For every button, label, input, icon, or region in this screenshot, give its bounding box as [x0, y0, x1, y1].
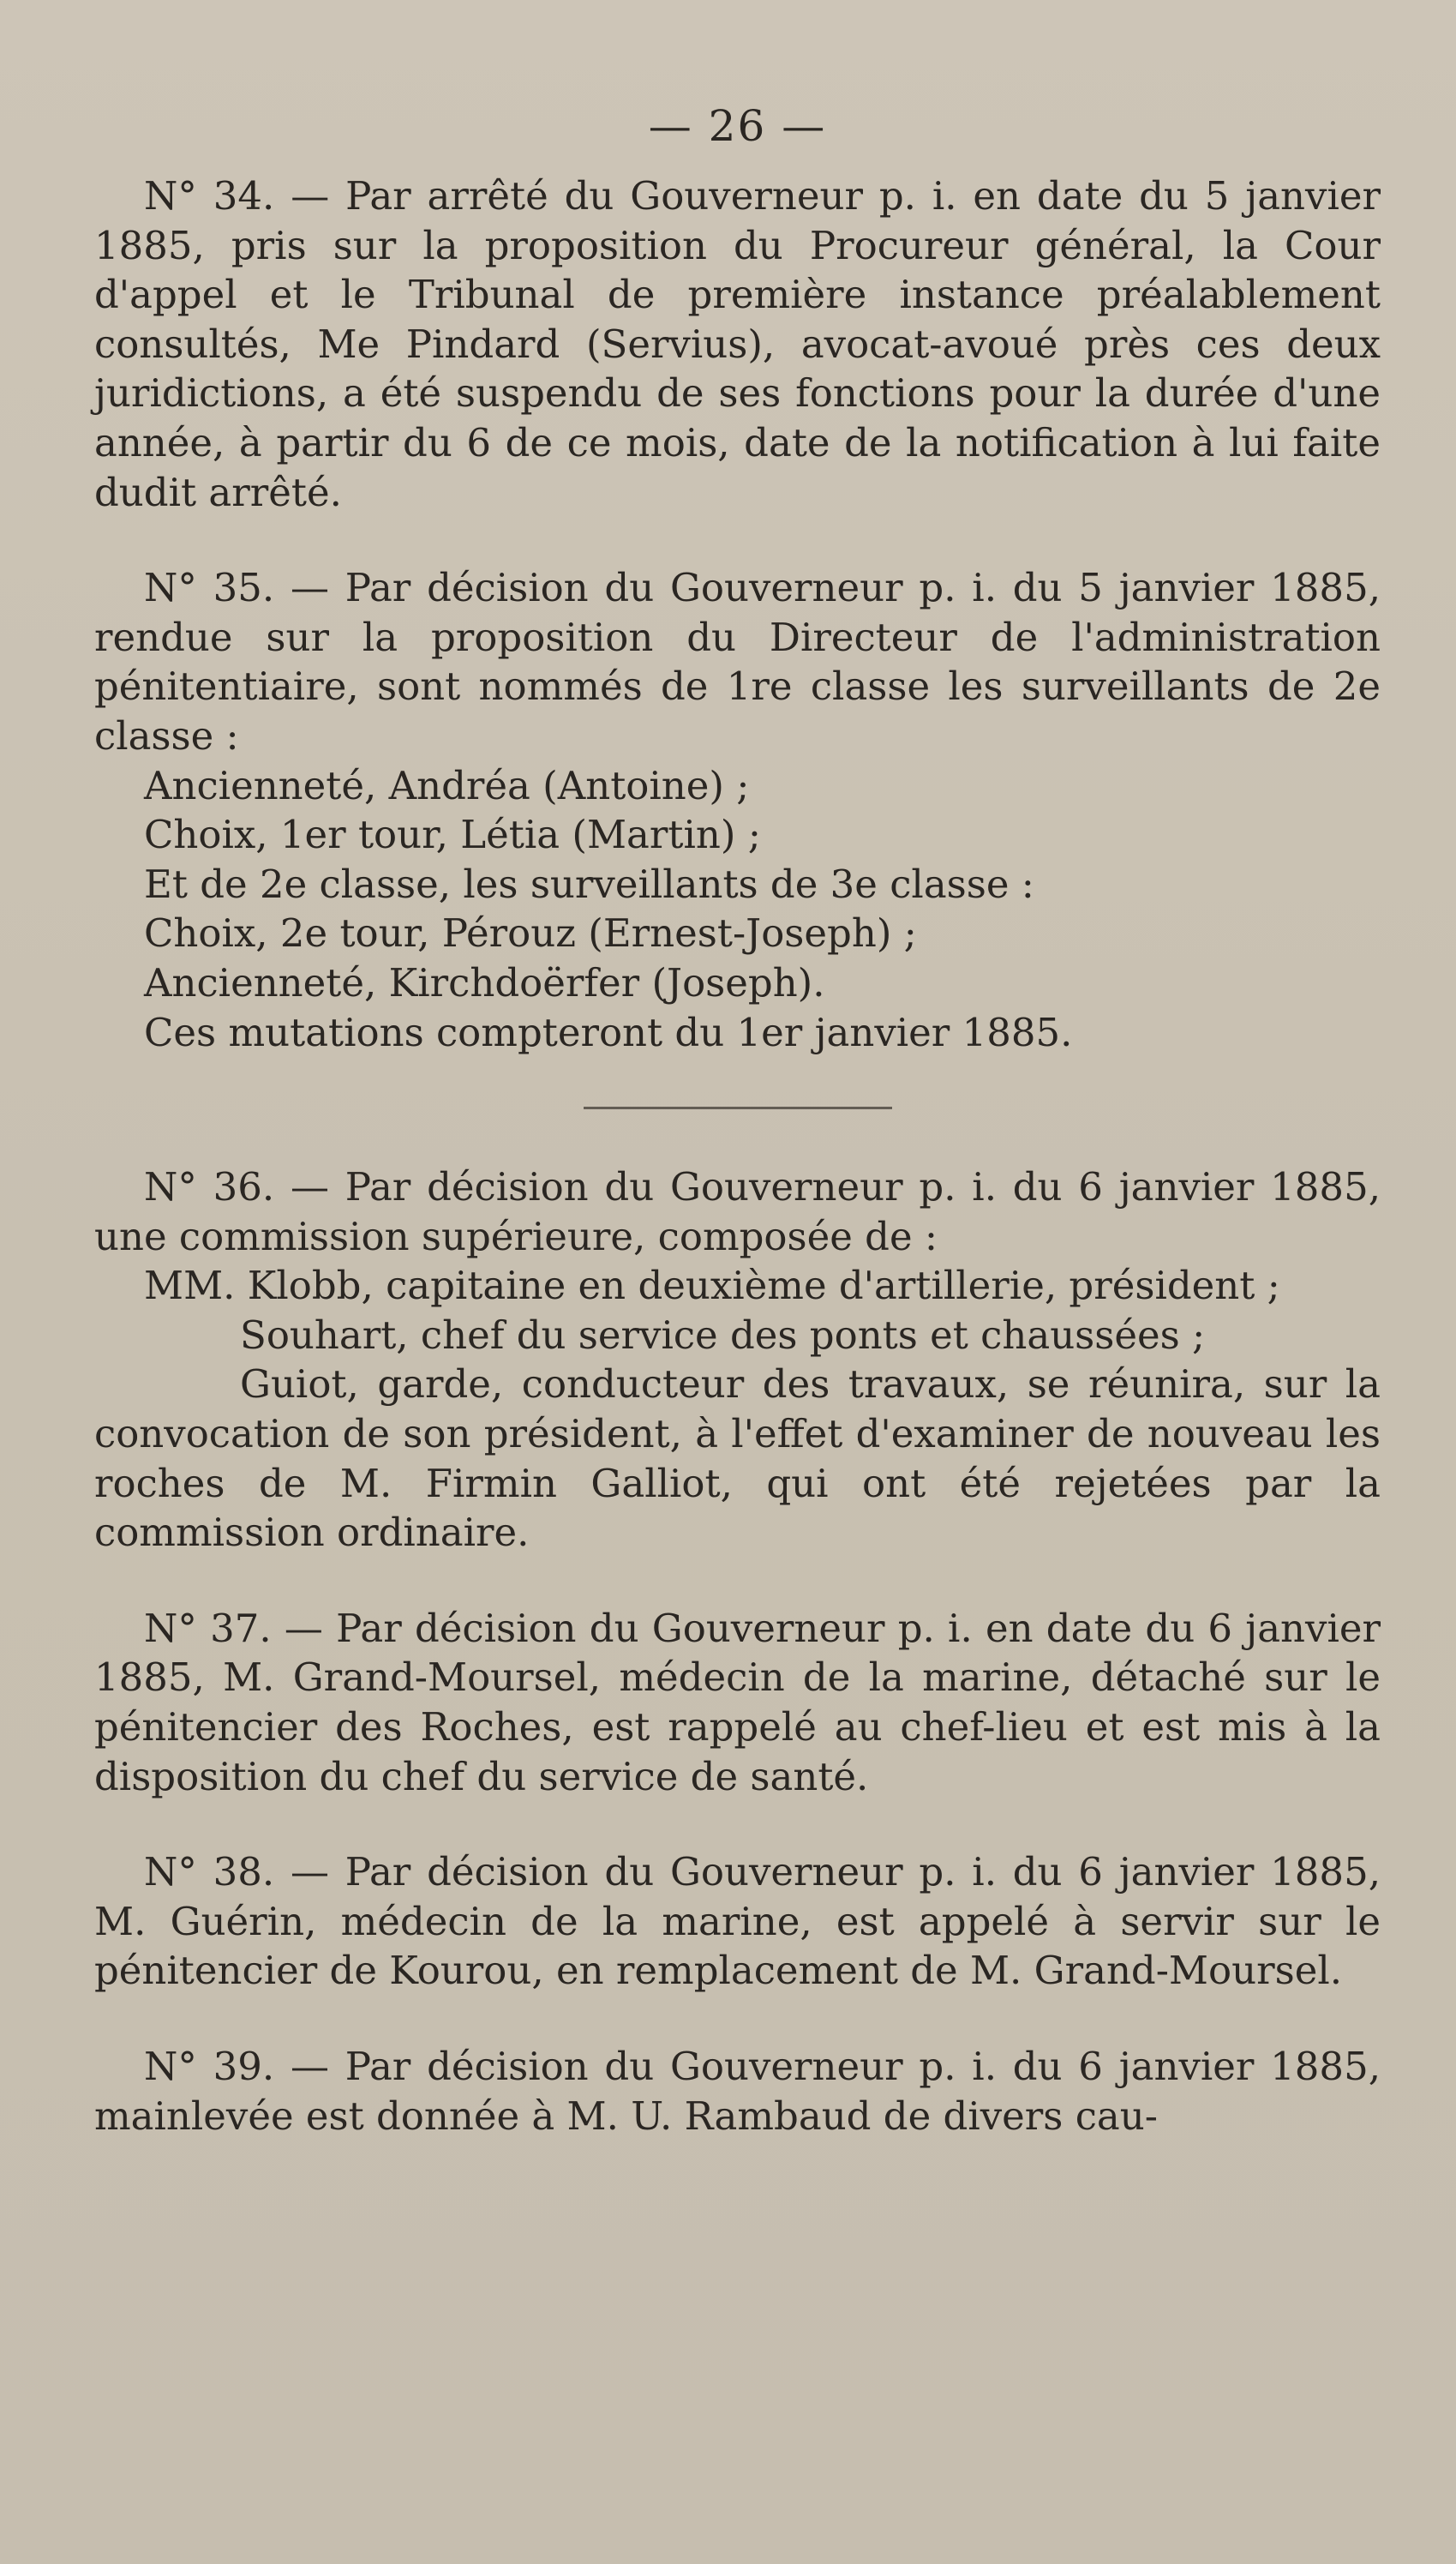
- entry-35-line: Choix, 2e tour, Pérouz (Ernest-Joseph) ;: [144, 910, 917, 957]
- entry-36-member: MM. Klobb, capitaine en deuxième d'artillerie, président ;: [144, 1263, 1280, 1309]
- entry-38: N° 38. — Par décision du Gouverneur p. i. du 6 janvier 1885, M. Guérin, médecin de la marine, est appelé à servir sur le pénitencier de Kourou, en remplacement de M. Grand-Moursel.: [94, 1849, 1381, 1994]
- entry-36-closing: Guiot, garde, conducteur des travaux, se réunira, sur la convocation de son président, à l'effet d'examiner de nouveau les roches de M. Firmin Galliot, qui ont été rejetées par la commission ordinaire.: [94, 1361, 1381, 1556]
- entry-36: N° 36. — Par décision du Gouverneur p. i. du 6 janvier 1885, une commission supérieure, composée de :: [94, 1164, 1381, 1259]
- entry-35-line: Et de 2e classe, les surveillants de 3e classe :: [144, 861, 1034, 907]
- entry-39: N° 39. — Par décision du Gouverneur p. i. du 6 janvier 1885, mainlevée est donnée à M. U. Rambaud de divers cau-: [94, 2044, 1381, 2139]
- entry-35-line: Ancienneté, Kirchdoërfer (Joseph).: [144, 959, 825, 1006]
- entry-37: N° 37. — Par décision du Gouverneur p. i. en date du 6 janvier 1885, M. Grand-Moursel, médecin de la marine, détaché sur le pénitencier des Roches, est rappelé au chef-lieu et est mis à la disposition du chef du service de santé.: [94, 1605, 1381, 1799]
- entry-35-line: Ces mutations compteront du 1er janvier 1885.: [144, 1009, 1073, 1055]
- entry-35-line: Ancienneté, Andréa (Antoine) ;: [144, 762, 750, 808]
- page-number: — 26 —: [648, 101, 827, 151]
- section-divider: [584, 1107, 892, 1109]
- entry-34: N° 34. — Par arrêté du Gouverneur p. i. en date du 5 janvier 1885, pris sur la proposition du Procureur général, la Cour d'appel et le Tribunal de première instance préalablement consultés, Me Pindard (Servius), avocat-avoué près ces deux juridictions, a été suspendu de ses fonctions pour la durée d'une année, à partir du 6 de ce mois, date de la notification à lui faite dudit arrêté.: [94, 173, 1381, 515]
- entry-36-member: Souhart, chef du service des ponts et chaussées ;: [240, 1312, 1206, 1358]
- entry-35-line: Choix, 1er tour, Létia (Martin) ;: [144, 812, 761, 858]
- entry-35: N° 35. — Par décision du Gouverneur p. i. du 5 janvier 1885, rendue sur la proposition du Directeur de l'administration pénitentiaire, sont nommés de 1re classe les surveillants de 2e classe :: [94, 565, 1381, 759]
